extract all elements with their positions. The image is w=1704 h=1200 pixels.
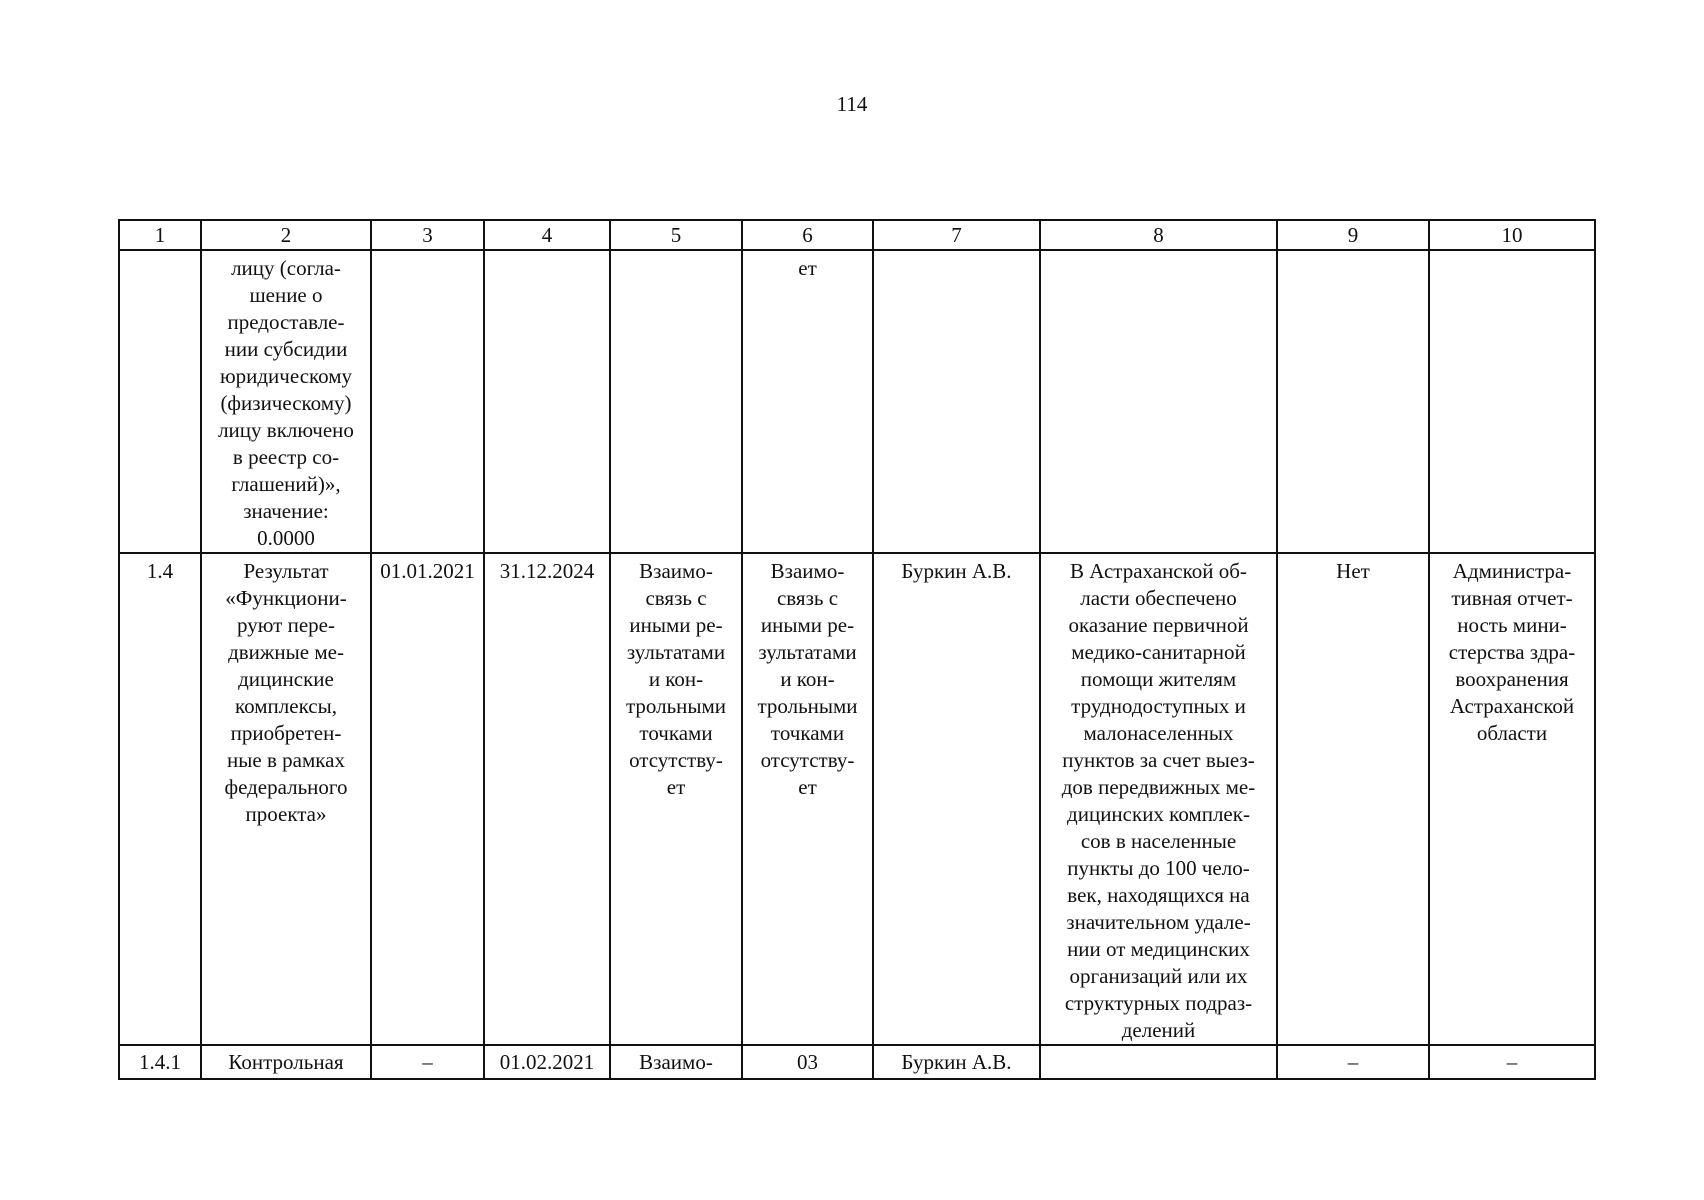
table-cell: – xyxy=(1277,1045,1429,1079)
table-cell: 01.02.2021 xyxy=(484,1045,610,1079)
table-cell: В Астраханской об- ласти обеспечено оказание первичной медико-санитарной помощи жителям труднодоступных и малонаселенных пунктов за счет выез- дов передвижных ме- дицинских комплек- сов в населенные пункты до 100 чело- век, находящихся на значительном удале- нии от медицинских организаций или их структурных подраз- делений xyxy=(1040,553,1277,1045)
table-cell xyxy=(610,250,742,553)
table-cell: Администра- тивная отчет- ность мини- стерства здра- воохранения Астраханской области xyxy=(1429,553,1595,1045)
header-cell: 7 xyxy=(873,220,1040,250)
header-cell: 1 xyxy=(119,220,201,250)
table-cell: Взаимо- xyxy=(610,1045,742,1079)
table-cell: Буркин А.В. xyxy=(873,553,1040,1045)
table-cell: Взаимо- связь с иными ре- зультатами и кон- трольными точками отсутству- ет xyxy=(742,553,873,1045)
table-cell: 03 xyxy=(742,1045,873,1079)
table-header-row xyxy=(119,220,1595,250)
table-cell xyxy=(371,250,484,553)
table-cell xyxy=(873,250,1040,553)
header-cell: 6 xyxy=(742,220,873,250)
table-cell: Результат «Функциони- руют пере- движные ме- дицинские комплексы, приобретен- ные в рамках федерального проекта» xyxy=(201,553,371,1045)
header-cell: 9 xyxy=(1277,220,1429,250)
plan-table xyxy=(118,219,1596,1080)
table-cell: 1.4.1 xyxy=(119,1045,201,1079)
table-cell: – xyxy=(1429,1045,1595,1079)
table-cell xyxy=(1277,250,1429,553)
table-row xyxy=(119,553,1595,1045)
table-cell: лицу (согла- шение о предоставле- нии субсидии юридическому (физическому) лицу включено в реестр со- глашений)», значение: 0.0000 xyxy=(201,250,371,553)
table-cell: Взаимо- связь с иными ре- зультатами и кон- трольными точками отсутству- ет xyxy=(610,553,742,1045)
table-cell xyxy=(1040,1045,1277,1079)
table-cell xyxy=(484,250,610,553)
table-cell: 01.01.2021 xyxy=(371,553,484,1045)
header-cell: 5 xyxy=(610,220,742,250)
header-cell: 10 xyxy=(1429,220,1595,250)
table-cell: Нет xyxy=(1277,553,1429,1045)
table-row xyxy=(119,1045,1595,1079)
page-number: 114 xyxy=(836,92,868,116)
table-cell: ет xyxy=(742,250,873,553)
header-cell: 4 xyxy=(484,220,610,250)
table-cell: Контрольная xyxy=(201,1045,371,1079)
header-cell: 3 xyxy=(371,220,484,250)
header-cell: 8 xyxy=(1040,220,1277,250)
table-cell: 1.4 xyxy=(119,553,201,1045)
table-cell xyxy=(1429,250,1595,553)
table-cell: Буркин А.В. xyxy=(873,1045,1040,1079)
table-row xyxy=(119,250,1595,553)
table-cell xyxy=(1040,250,1277,553)
table-cell: 31.12.2024 xyxy=(484,553,610,1045)
table-cell xyxy=(119,250,201,553)
table-cell: – xyxy=(371,1045,484,1079)
header-cell: 2 xyxy=(201,220,371,250)
